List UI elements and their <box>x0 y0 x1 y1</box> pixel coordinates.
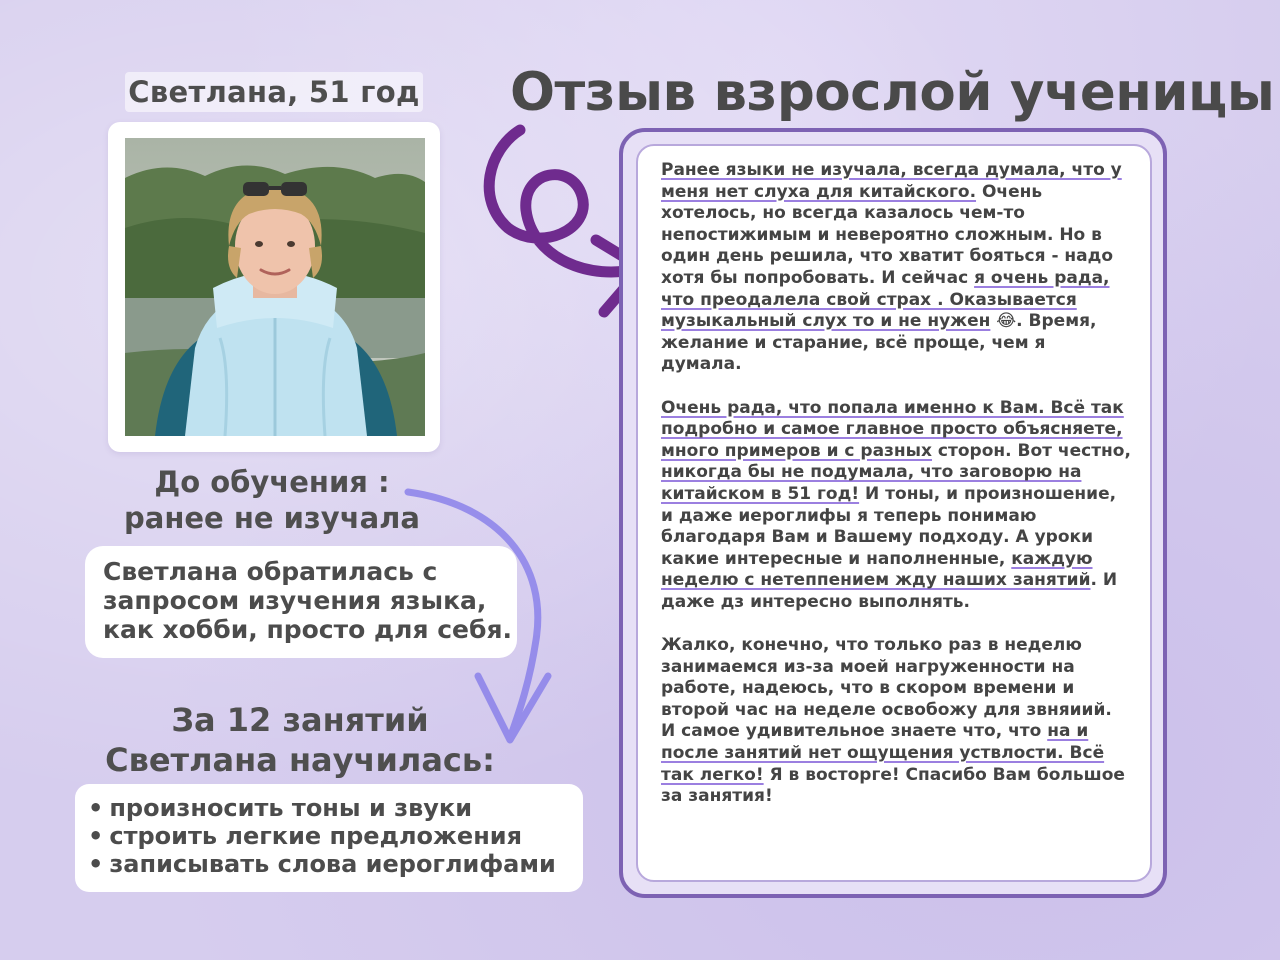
review-text-span: . И даже дз интересно выполнять. <box>661 570 1118 612</box>
laughing-emoji-icon: 😂 <box>990 311 1017 332</box>
results-line-2: Светлана научилась: <box>105 741 495 779</box>
review-text-span: . Время, желание и старание, всё проще, чем я думала. <box>661 311 1097 375</box>
results-line-1: За 12 занятий <box>171 701 429 739</box>
review-paragraph-2 <box>661 398 1131 614</box>
review-paragraph-1 <box>661 160 1131 376</box>
request-line-1: Светлана обратилась с <box>103 557 438 586</box>
before-learning-heading <box>80 464 464 536</box>
before-line-1: До обучения : <box>154 465 390 499</box>
skills-list <box>88 794 578 878</box>
review-highlight: я очень рада, что преодалела свой страх . Оказывается музыкальный слух то и не нужен <box>661 267 1110 332</box>
review-paragraph-3 <box>661 635 1131 808</box>
review-text-span: Жалко, конечно, что только раз в неделю занимаемся из-за моей нагруженности на работе, надеюсь, что в скором времени и второй час на неделе освобожу для звняиий. И самое удивительное знаете что, что <box>661 635 1112 742</box>
request-text <box>103 557 513 644</box>
review-text-span: Я в восторге! Спасибо Вам большое за занятия! <box>661 764 1125 807</box>
review-text-span: И тоны, и произношение, и даже иероглифы я теперь понимаю благодаря Вам и Вашему подходу. А уроки какие интересные и наполненные, <box>661 483 1117 569</box>
review-highlight: на и после занятий нет ощущения уствлости. Всё так легко! <box>661 721 1105 785</box>
results-heading <box>80 700 520 780</box>
request-line-3: как хобби, просто для себя. <box>103 615 513 644</box>
review-highlight: Ранее языки не изучала, всегда думала, что у меня нет слуха для китайского. <box>661 160 1122 202</box>
skill-item: • произносить тоны и звуки <box>88 794 578 822</box>
page-title: Отзыв взрослой ученицы <box>510 62 1275 123</box>
skill-item: • строить легкие предложения <box>88 822 578 850</box>
review-text <box>661 160 1131 808</box>
review-highlight: каждую неделю с нетеппением жду наших занятий <box>661 548 1093 591</box>
review-text-span: Очень хотелось, но всегда казалось чем-то непостижимым и невероятно сложным. Но в один день решила, что хватит бояться - надо хотя бы попробовать. И сейчас <box>661 181 1114 288</box>
skill-item: • записывать слова иероглифами <box>88 850 578 878</box>
review-highlight: Очень рада, что попала именно к Вам. Всё так подробно и самое главное просто объясняете, много примеров и с разных <box>661 397 1124 461</box>
review-text-span: сторон. Вот честно, <box>932 440 1131 461</box>
review-highlight: никогда бы не подумала, что заговорю на китайском в 51 год! <box>661 462 1082 504</box>
request-line-2: запросом изучения языка, <box>103 586 487 615</box>
before-line-2: ранее не изучала <box>124 501 420 535</box>
student-photo <box>125 138 425 436</box>
student-name-tag: Светлана, 51 год <box>125 72 423 112</box>
